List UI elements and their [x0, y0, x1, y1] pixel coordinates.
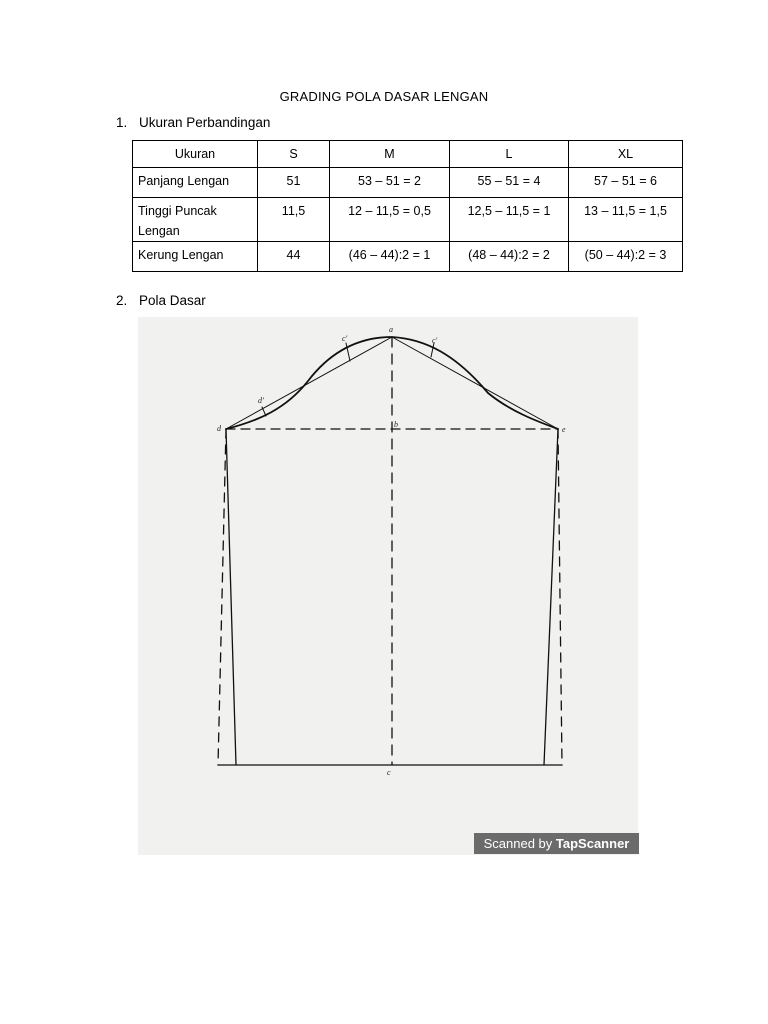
- table-cell: (48 – 44):2 = 2: [450, 242, 569, 272]
- table-cell: (46 – 44):2 = 1: [330, 242, 450, 272]
- table-cell: 13 – 11,5 = 1,5: [569, 198, 683, 242]
- table-cell: Panjang Lengan: [133, 168, 258, 198]
- document-title: GRADING POLA DASAR LENGAN: [279, 89, 489, 104]
- section-heading-ukuran: [116, 115, 270, 130]
- table-cell: 55 – 51 = 4: [450, 168, 569, 198]
- table-cell: 44: [258, 242, 330, 272]
- table-header: L: [450, 141, 569, 168]
- table-cell: 57 – 51 = 6: [569, 168, 683, 198]
- table-header: Ukuran: [133, 141, 258, 168]
- sleeve-pattern-drawing: [138, 317, 638, 855]
- point-label: c': [432, 336, 438, 345]
- construction-line-right: [392, 337, 558, 429]
- section-heading-pola-dasar: [116, 293, 206, 308]
- table-header: S: [258, 141, 330, 168]
- table-row: [133, 168, 683, 198]
- grading-table: [132, 140, 683, 272]
- point-label: a: [389, 325, 393, 334]
- scanner-brand: TapScanner: [555, 836, 630, 851]
- point-label: b: [394, 420, 398, 429]
- table-row: [133, 198, 683, 242]
- table-cell: 11,5: [258, 198, 330, 242]
- right-guide-line: [558, 429, 562, 765]
- section-heading-text: Pola Dasar: [139, 293, 206, 308]
- table-cell: 12 – 11,5 = 0,5: [330, 198, 450, 242]
- right-seam-line: [544, 429, 558, 765]
- table-header-row: [133, 141, 683, 168]
- table-header: XL: [569, 141, 683, 168]
- point-label: e: [562, 425, 566, 434]
- scanner-watermark: [474, 833, 639, 854]
- left-seam-line: [226, 429, 236, 765]
- guide-tick: [431, 343, 434, 357]
- scanned-pattern-image: [138, 317, 638, 855]
- table-cell: 51: [258, 168, 330, 198]
- point-label: d: [217, 424, 221, 433]
- table-cell: 53 – 51 = 2: [330, 168, 450, 198]
- table-row: [133, 242, 683, 272]
- construction-line-left: [226, 337, 392, 429]
- point-label: c: [387, 768, 391, 777]
- point-label: c': [342, 334, 348, 343]
- point-label: d': [258, 396, 264, 405]
- table-cell: (50 – 44):2 = 3: [569, 242, 683, 272]
- left-guide-line: [218, 429, 226, 765]
- section-heading-text: Ukuran Perbandingan: [139, 115, 271, 130]
- table-cell: Kerung Lengan: [133, 242, 258, 272]
- table-cell: Tinggi Puncak Lengan: [133, 198, 258, 242]
- scanner-prefix: Scanned by: [483, 836, 556, 851]
- section-number: 2.: [116, 293, 128, 308]
- table-cell: 12,5 – 11,5 = 1: [450, 198, 569, 242]
- table-header: M: [330, 141, 450, 168]
- section-number: 1.: [116, 115, 128, 130]
